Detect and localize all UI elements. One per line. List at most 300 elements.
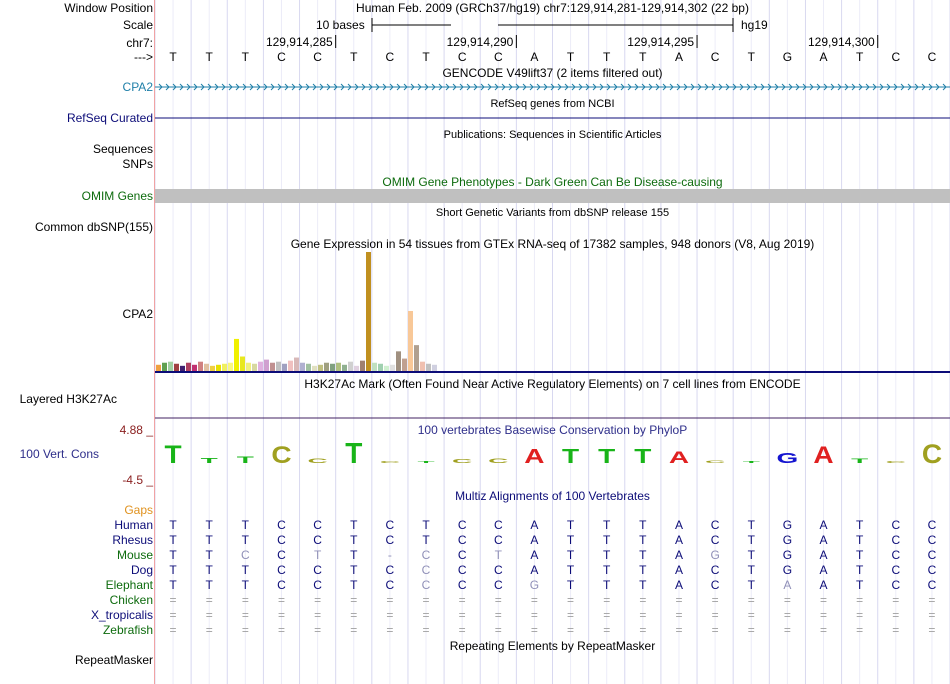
alignment-base: C bbox=[710, 563, 720, 577]
sequence-base: T bbox=[855, 50, 864, 64]
alignment-base: = bbox=[892, 623, 900, 637]
alignment-base: A bbox=[674, 518, 683, 532]
gtex-bar bbox=[366, 252, 371, 371]
alignment-base: T bbox=[422, 518, 430, 532]
alignment-base: = bbox=[856, 608, 864, 622]
alignment-base: T bbox=[603, 533, 611, 547]
gtex-bar bbox=[288, 361, 293, 371]
gtex-bar bbox=[270, 363, 275, 371]
species-label[interactable]: Mouse bbox=[116, 548, 153, 562]
alignment-base: A bbox=[819, 518, 828, 532]
alignment-base: C bbox=[927, 533, 937, 547]
alignment-base: T bbox=[350, 563, 358, 577]
alignment-base: T bbox=[494, 548, 502, 562]
alignment-base: C bbox=[385, 518, 395, 532]
alignment-base: = bbox=[169, 608, 177, 622]
alignment-base: T bbox=[241, 563, 250, 577]
phylop-base-logo: C bbox=[379, 460, 400, 464]
alignment-base: A bbox=[530, 548, 539, 562]
alignment-base: T bbox=[639, 578, 647, 592]
gtex-bar bbox=[276, 362, 281, 371]
gtex-bar bbox=[216, 365, 221, 371]
sequence-base: T bbox=[747, 50, 755, 64]
alignment-base: C bbox=[277, 533, 286, 547]
alignment-base: = bbox=[820, 623, 828, 637]
alignment-base: = bbox=[530, 593, 538, 607]
alignment-base: T bbox=[169, 533, 177, 547]
sequence-base: T bbox=[350, 50, 358, 64]
phylop-title: 100 vertebrates Basewise Conservation by PhyloP bbox=[417, 423, 688, 437]
alignment-base: T bbox=[747, 548, 755, 562]
gtex-bar bbox=[348, 362, 353, 371]
alignment-base: = bbox=[603, 623, 611, 637]
alignment-base: = bbox=[277, 623, 285, 637]
alignment-base: = bbox=[603, 593, 611, 607]
sequence-base: A bbox=[674, 50, 683, 64]
phylop-base-logo: A bbox=[668, 447, 690, 467]
alignment-base: C bbox=[891, 563, 901, 577]
alignment-base: = bbox=[747, 608, 755, 622]
refseq-title: RefSeq genes from NCBI bbox=[490, 98, 615, 110]
alignment-base: A bbox=[530, 533, 539, 547]
gtex-bar bbox=[174, 364, 179, 371]
alignment-base: = bbox=[458, 608, 466, 622]
alignment-base: = bbox=[314, 608, 322, 622]
phylop-base-logo: C bbox=[452, 458, 473, 465]
gtex-title: Gene Expression in 54 tissues from GTEx RNA-seq of 17382 samples, 948 donors (V8, Aug 2019) bbox=[290, 237, 815, 251]
alignment-base: G bbox=[782, 533, 793, 547]
sequence-base: C bbox=[710, 50, 720, 64]
alignment-base: C bbox=[277, 548, 286, 562]
gtex-bar bbox=[186, 363, 191, 371]
alignment-base: C bbox=[241, 548, 250, 562]
alignment-base: T bbox=[350, 578, 358, 592]
gtex-bar bbox=[300, 363, 305, 371]
alignment-base: = bbox=[314, 593, 322, 607]
alignment-base: = bbox=[458, 623, 466, 637]
alignment-base: T bbox=[639, 518, 647, 532]
alignment-base: = bbox=[169, 623, 177, 637]
gtex-bar bbox=[246, 363, 251, 371]
alignment-base: = bbox=[928, 593, 936, 607]
gtex-bar bbox=[240, 357, 245, 371]
alignment-base: T bbox=[566, 548, 575, 562]
alignment-base: = bbox=[350, 608, 358, 622]
alignment-base: = bbox=[314, 623, 322, 637]
alignment-base: C bbox=[891, 518, 901, 532]
phylop-base-logo: C bbox=[921, 438, 943, 469]
sequence-base: T bbox=[639, 50, 647, 64]
gtex-bar bbox=[204, 364, 209, 371]
alignment-base: = bbox=[277, 593, 285, 607]
sequences-label[interactable]: Sequences bbox=[92, 142, 153, 156]
alignment-base: T bbox=[566, 533, 575, 547]
gtex-bar bbox=[156, 365, 161, 371]
phylop-base-logo: A bbox=[813, 440, 834, 469]
phylop-base-logo: C bbox=[307, 457, 328, 465]
alignment-base: T bbox=[639, 548, 647, 562]
alignment-base: T bbox=[350, 548, 358, 562]
alignment-base: = bbox=[603, 608, 611, 622]
alignment-base: C bbox=[710, 518, 720, 532]
alignment-base: T bbox=[603, 563, 611, 577]
alignment-base: T bbox=[169, 563, 177, 577]
scale-db: hg19 bbox=[741, 18, 768, 32]
gtex-bar bbox=[294, 358, 299, 371]
alignment-base: T bbox=[169, 578, 177, 592]
alignment-base: C bbox=[891, 548, 901, 562]
phylop-base-logo: T bbox=[164, 440, 182, 469]
omim-title: OMIM Gene Phenotypes - Dark Green Can Be Disease-causing bbox=[382, 175, 723, 189]
gtex-bar bbox=[354, 366, 359, 371]
gencode-title: GENCODE V49lift37 (2 items filtered out) bbox=[442, 66, 663, 80]
ruler-tick-label: 129,914,300 bbox=[807, 35, 875, 49]
alignment-base: T bbox=[855, 578, 864, 592]
gtex-bar bbox=[330, 364, 335, 371]
alignment-base: G bbox=[782, 563, 793, 577]
species-label[interactable]: Chicken bbox=[109, 593, 153, 607]
alignment-base: C bbox=[313, 518, 322, 532]
chrom-label[interactable]: chr7: bbox=[126, 36, 153, 50]
alignment-base: = bbox=[386, 623, 394, 637]
gtex-bar bbox=[252, 364, 257, 371]
alignment-base: C bbox=[277, 518, 286, 532]
alignment-base: T bbox=[350, 533, 358, 547]
ruler-tick-label: 129,914,285 bbox=[265, 35, 333, 49]
gtex-bar bbox=[180, 366, 185, 371]
track-image-panel[interactable] bbox=[155, 0, 950, 684]
alignment-base: C bbox=[493, 533, 503, 547]
species-label[interactable]: Zebrafish bbox=[102, 623, 153, 637]
alignment-base: T bbox=[566, 518, 575, 532]
alignment-base: T bbox=[603, 548, 611, 562]
ruler-tick-label: 129,914,295 bbox=[627, 35, 695, 49]
phylop-base-logo: T bbox=[345, 437, 363, 471]
alignment-base: C bbox=[927, 563, 937, 577]
phylop-base-logo: A bbox=[524, 445, 545, 468]
alignment-base: T bbox=[855, 533, 864, 547]
gtex-bar bbox=[192, 365, 197, 371]
alignment-base: C bbox=[493, 563, 503, 577]
alignment-base: = bbox=[350, 593, 358, 607]
alignment-base: C bbox=[313, 533, 322, 547]
alignment-base: T bbox=[566, 563, 575, 577]
alignment-base: T bbox=[241, 533, 250, 547]
alignment-base: = bbox=[675, 608, 683, 622]
sequence-base: C bbox=[277, 50, 286, 64]
sequence-base: C bbox=[385, 50, 395, 64]
sequence-base: C bbox=[891, 50, 901, 64]
alignment-base: C bbox=[710, 533, 720, 547]
alignment-base: T bbox=[639, 563, 647, 577]
alignment-base: A bbox=[819, 563, 828, 577]
phylop-track-label[interactable]: 100 Vert. Cons bbox=[19, 447, 99, 461]
alignment-base: T bbox=[855, 563, 864, 577]
scale-label[interactable]: Scale bbox=[122, 18, 153, 32]
alignment-base: - bbox=[387, 548, 392, 562]
phylop-base-logo: T bbox=[742, 460, 760, 464]
alignment-base: T bbox=[169, 518, 177, 532]
alignment-base: C bbox=[457, 518, 467, 532]
alignment-base: = bbox=[639, 608, 647, 622]
phylop-base-logo: C bbox=[705, 459, 726, 464]
alignment-base: C bbox=[927, 518, 937, 532]
phylop-max-label: 4.88 _ bbox=[119, 423, 153, 437]
phylop-base-logo: T bbox=[851, 457, 869, 465]
alignment-base: T bbox=[639, 533, 647, 547]
alignment-base: = bbox=[458, 593, 466, 607]
alignment-base: = bbox=[386, 608, 394, 622]
alignment-base: C bbox=[927, 578, 937, 592]
alignment-base: = bbox=[675, 623, 683, 637]
omim-gene-bar bbox=[155, 189, 950, 203]
gtex-bar bbox=[420, 362, 425, 371]
gtex-bar bbox=[402, 359, 407, 371]
gtex-bar bbox=[324, 363, 329, 371]
alignment-base: T bbox=[603, 578, 611, 592]
alignment-base: = bbox=[783, 593, 791, 607]
gtex-bar bbox=[432, 365, 437, 371]
window-position-label[interactable]: Window Position bbox=[64, 1, 153, 15]
alignment-base: = bbox=[241, 623, 249, 637]
alignment-base: A bbox=[783, 578, 792, 592]
alignment-base: A bbox=[674, 578, 683, 592]
alignment-base: A bbox=[674, 533, 683, 547]
phylop-base-logo: T bbox=[236, 455, 254, 466]
gtex-bar bbox=[378, 364, 383, 371]
alignment-base: = bbox=[747, 593, 755, 607]
alignment-base: T bbox=[422, 533, 430, 547]
alignment-base: = bbox=[928, 623, 936, 637]
alignment-base: C bbox=[277, 563, 286, 577]
gtex-bar bbox=[396, 351, 401, 371]
species-label[interactable]: Rhesus bbox=[112, 533, 153, 547]
alignment-base: = bbox=[856, 623, 864, 637]
repeatmasker-label[interactable]: RepeatMasker bbox=[74, 653, 153, 667]
alignment-base: = bbox=[205, 623, 213, 637]
phylop-base-logo: T bbox=[200, 456, 218, 465]
gtex-bar bbox=[168, 362, 173, 371]
alignment-base: C bbox=[493, 518, 503, 532]
alignment-base: = bbox=[494, 623, 502, 637]
alignment-base: G bbox=[529, 578, 540, 592]
sequence-base: A bbox=[530, 50, 539, 64]
alignment-base: A bbox=[674, 548, 683, 562]
alignment-base: = bbox=[241, 608, 249, 622]
gencode-gene-label[interactable]: CPA2 bbox=[122, 80, 153, 94]
species-label[interactable]: Human bbox=[114, 518, 153, 532]
refseq-curated-label[interactable]: RefSeq Curated bbox=[66, 111, 153, 125]
h3k27ac-title: H3K27Ac Mark (Often Found Near Active Regulatory Elements) on 7 cell lines from ENCODE bbox=[304, 377, 801, 391]
gtex-bar bbox=[198, 362, 203, 371]
phylop-base-logo: T bbox=[598, 445, 616, 468]
alignment-base: C bbox=[493, 578, 503, 592]
ruler-tick-label: 129,914,290 bbox=[446, 35, 514, 49]
alignment-base: = bbox=[711, 608, 719, 622]
alignment-base: G bbox=[710, 548, 720, 562]
alignment-base: C bbox=[457, 578, 467, 592]
sequence-base: T bbox=[241, 50, 250, 64]
alignment-base: A bbox=[819, 578, 828, 592]
alignment-base: T bbox=[350, 518, 358, 532]
alignment-base: = bbox=[567, 623, 575, 637]
sequence-base: C bbox=[927, 50, 937, 64]
phylop-min-label: -4.5 _ bbox=[122, 473, 153, 487]
species-label[interactable]: X_tropicalis bbox=[90, 608, 153, 622]
alignment-base: = bbox=[567, 593, 575, 607]
alignment-base: = bbox=[422, 608, 430, 622]
sequence-base: T bbox=[205, 50, 213, 64]
gaps-label[interactable]: Gaps bbox=[124, 503, 153, 517]
publications-title: Publications: Sequences in Scientific Articles bbox=[443, 129, 662, 141]
alignment-base: C bbox=[891, 533, 901, 547]
alignment-base: T bbox=[566, 578, 575, 592]
gtex-gene-label[interactable]: CPA2 bbox=[122, 307, 153, 321]
alignment-base: C bbox=[421, 578, 431, 592]
gtex-bar bbox=[318, 365, 323, 371]
window-position-title: Human Feb. 2009 (GRCh37/hg19) chr7:129,914,281-129,914,302 (22 bp) bbox=[356, 1, 749, 15]
alignment-base: = bbox=[169, 593, 177, 607]
sequence-base: T bbox=[603, 50, 611, 64]
h3k27ac-label[interactable]: Layered H3K27Ac bbox=[19, 392, 117, 406]
species-label[interactable]: Dog bbox=[130, 563, 153, 577]
snps-label[interactable]: SNPs bbox=[122, 157, 153, 171]
alignment-base: T bbox=[205, 533, 213, 547]
alignment-base: = bbox=[820, 608, 828, 622]
alignment-base: T bbox=[169, 548, 177, 562]
species-label[interactable]: Elephant bbox=[105, 578, 153, 592]
gtex-bar bbox=[372, 363, 377, 371]
alignment-base: A bbox=[819, 548, 828, 562]
sequence-base: C bbox=[457, 50, 467, 64]
dbsnp-title: Short Genetic Variants from dbSNP release 155 bbox=[435, 207, 670, 219]
alignment-base: C bbox=[385, 533, 395, 547]
phylop-base-logo: C bbox=[271, 440, 292, 469]
alignment-base: = bbox=[639, 593, 647, 607]
alignment-base: = bbox=[783, 623, 791, 637]
alignment-base: = bbox=[277, 608, 285, 622]
common-dbsnp-label[interactable]: Common dbSNP(155) bbox=[34, 220, 153, 234]
alignment-base: = bbox=[783, 608, 791, 622]
alignment-base: = bbox=[530, 608, 538, 622]
repeatmasker-title: Repeating Elements by RepeatMasker bbox=[449, 639, 656, 653]
alignment-base: C bbox=[421, 548, 431, 562]
alignment-base: = bbox=[530, 623, 538, 637]
alignment-base: T bbox=[241, 518, 250, 532]
phylop-base-logo: C bbox=[488, 457, 509, 465]
gtex-bar bbox=[426, 364, 431, 371]
alignment-base: C bbox=[457, 548, 467, 562]
alignment-base: = bbox=[747, 623, 755, 637]
alignment-base: C bbox=[313, 578, 322, 592]
alignment-base: = bbox=[711, 593, 719, 607]
gtex-bar bbox=[222, 364, 227, 371]
alignment-base: = bbox=[675, 593, 683, 607]
gtex-bar bbox=[360, 361, 365, 371]
gtex-bar bbox=[414, 345, 419, 371]
alignment-base: = bbox=[820, 593, 828, 607]
sequence-base: G bbox=[782, 50, 793, 64]
sequence-base: T bbox=[566, 50, 575, 64]
alignment-base: = bbox=[711, 623, 719, 637]
alignment-base: C bbox=[927, 548, 937, 562]
alignment-base: T bbox=[747, 578, 755, 592]
alignment-base: T bbox=[205, 563, 213, 577]
gtex-bar bbox=[162, 363, 167, 371]
alignment-base: G bbox=[782, 548, 793, 562]
alignment-base: T bbox=[205, 548, 213, 562]
gtex-bar bbox=[312, 366, 317, 371]
sequence-base: A bbox=[819, 50, 828, 64]
alignment-base: A bbox=[530, 518, 539, 532]
alignment-base: A bbox=[674, 563, 683, 577]
alignment-base: T bbox=[205, 578, 213, 592]
phylop-base-logo: T bbox=[634, 445, 652, 468]
alignment-base: = bbox=[422, 593, 430, 607]
alignment-base: C bbox=[457, 563, 467, 577]
phylop-base-logo: T bbox=[417, 460, 435, 464]
gtex-bar bbox=[342, 365, 347, 371]
alignment-base: = bbox=[494, 608, 502, 622]
gtex-bar bbox=[264, 360, 269, 371]
alignment-base: T bbox=[603, 518, 611, 532]
alignment-base: C bbox=[385, 578, 395, 592]
sequence-base: C bbox=[493, 50, 503, 64]
alignment-base: C bbox=[313, 563, 322, 577]
sequence-base: C bbox=[313, 50, 322, 64]
gtex-bar bbox=[234, 339, 239, 371]
alignment-base: = bbox=[386, 593, 394, 607]
alignment-base: C bbox=[891, 578, 901, 592]
track-labels-panel bbox=[0, 0, 153, 684]
alignment-base: = bbox=[205, 608, 213, 622]
alignment-base: = bbox=[350, 623, 358, 637]
alignment-base: A bbox=[530, 563, 539, 577]
gtex-bar bbox=[210, 366, 215, 371]
alignment-base: T bbox=[205, 518, 213, 532]
phylop-base-logo: G bbox=[776, 449, 799, 467]
gtex-bar bbox=[408, 311, 413, 371]
gtex-bar bbox=[228, 363, 233, 371]
alignment-base: T bbox=[241, 578, 250, 592]
gtex-bar bbox=[306, 364, 311, 371]
alignment-base: A bbox=[819, 533, 828, 547]
alignment-base: T bbox=[747, 533, 755, 547]
alignment-base: T bbox=[747, 563, 755, 577]
gtex-bar bbox=[258, 362, 263, 371]
alignment-base: C bbox=[385, 563, 395, 577]
multiz-title: Multiz Alignments of 100 Vertebrates bbox=[455, 489, 650, 503]
alignment-base: C bbox=[421, 563, 431, 577]
gtex-bar bbox=[282, 364, 287, 371]
alignment-base: T bbox=[747, 518, 755, 532]
phylop-base-logo: C bbox=[885, 460, 906, 464]
scale-text: 10 bases bbox=[316, 18, 365, 32]
sequence-base: T bbox=[169, 50, 177, 64]
sequence-base: T bbox=[422, 50, 430, 64]
alignment-base: = bbox=[241, 593, 249, 607]
alignment-base: = bbox=[494, 593, 502, 607]
omim-genes-label[interactable]: OMIM Genes bbox=[81, 189, 153, 203]
gtex-bar bbox=[336, 363, 341, 371]
gtex-bar bbox=[384, 366, 389, 371]
gtex-bar bbox=[390, 365, 395, 371]
alignment-base: = bbox=[892, 608, 900, 622]
strand-label[interactable]: ---> bbox=[134, 50, 153, 64]
alignment-base: T bbox=[855, 548, 864, 562]
alignment-base: C bbox=[457, 533, 467, 547]
alignment-base: = bbox=[639, 623, 647, 637]
